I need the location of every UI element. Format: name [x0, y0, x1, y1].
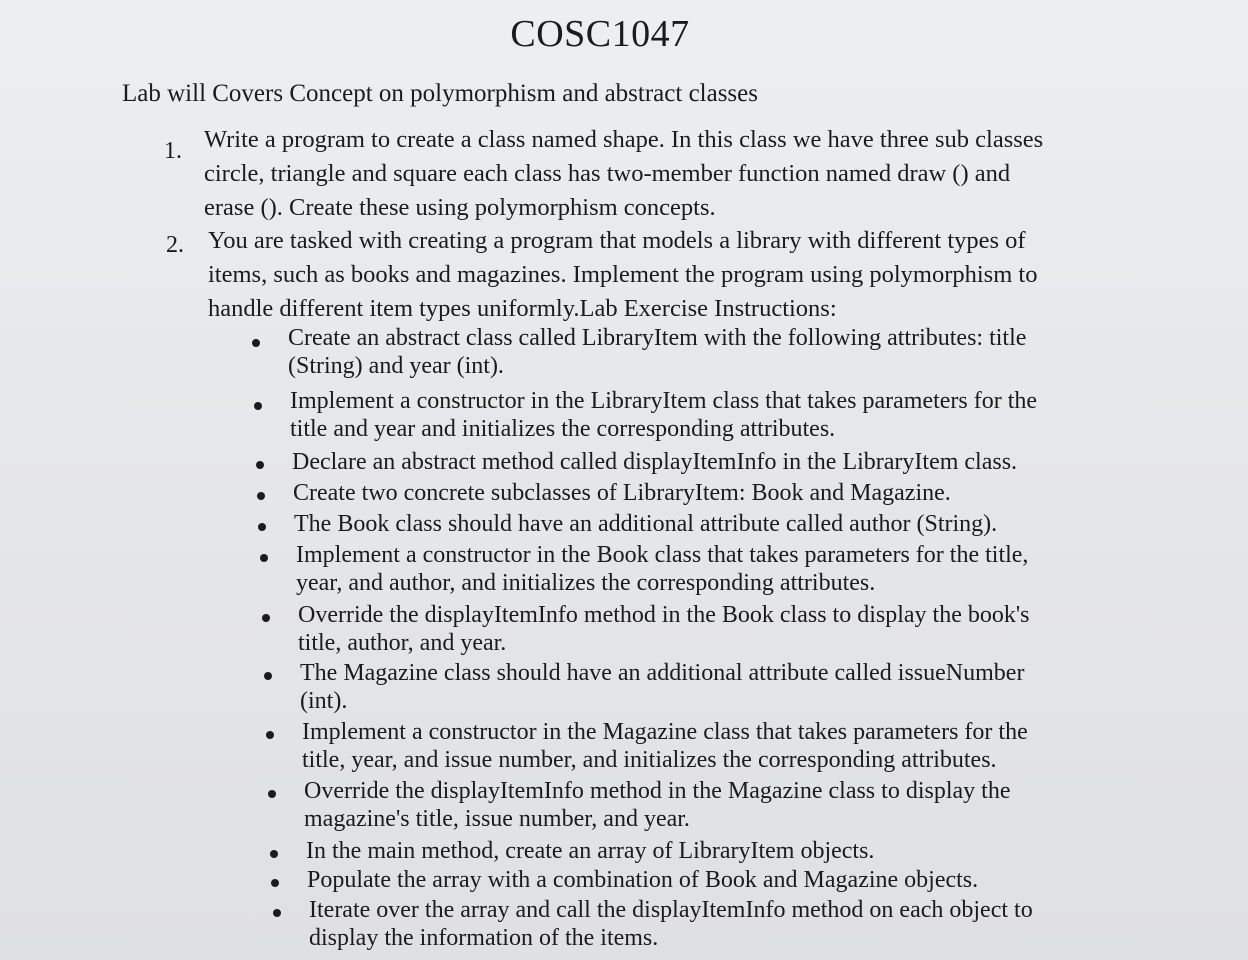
bullet-item	[258, 510, 997, 538]
bullet-dot	[262, 614, 270, 622]
bullet-item	[268, 777, 1010, 833]
bullet-line: Create an abstract class called LibraryItem with the following attributes: title	[288, 325, 1027, 351]
item-line: erase (). Create these using polymorphism concepts.	[204, 194, 716, 221]
bullet-line: Create two concrete subclasses of LibraryItem: Book and Magazine.	[293, 480, 951, 506]
bullet-line: Override the displayItemInfo method in the Book class to display the book's	[298, 602, 1030, 628]
bullet-dot	[264, 672, 272, 680]
bullet-item	[260, 541, 1028, 597]
item-line: handle different item types uniformly.Lab Exercise Instructions:	[208, 295, 837, 322]
bullet-dot	[268, 790, 276, 798]
bullet-line: Implement a constructor in the LibraryItem class that takes parameters for the	[290, 388, 1038, 414]
bullet-line: title, year, and issue number, and initializes the corresponding attributes.	[302, 747, 997, 773]
bullet-line: magazine's title, issue number, and year.	[304, 806, 690, 832]
bullet-item	[254, 387, 1037, 443]
bullet-line: In the main method, create an array of LibraryItem objects.	[306, 838, 875, 864]
bullet-item	[252, 324, 1026, 380]
bullet-item	[257, 479, 951, 507]
bullet-dot	[266, 731, 274, 739]
bullet-line: Iterate over the array and call the displayItemInfo method on each object to	[309, 897, 1033, 923]
item-number: 1.	[164, 138, 182, 164]
bullet-line: title and year and initializes the corresponding attributes.	[290, 416, 836, 442]
bullet-line: display the information of the items.	[309, 925, 659, 951]
numbered-item-1	[204, 123, 1124, 225]
bullet-line: (String) and year (int).	[288, 353, 504, 379]
bullet-item	[266, 718, 1028, 774]
numbered-item-2	[208, 224, 1128, 326]
bullet-dot	[258, 523, 266, 531]
bullet-dot	[273, 909, 281, 917]
bullet-item	[271, 866, 978, 894]
item-number: 2.	[166, 232, 184, 258]
bullet-dot	[254, 402, 262, 410]
bullet-line: The Book class should have an additional attribute called author (String).	[294, 511, 998, 537]
bullet-item	[264, 659, 1024, 715]
item-line: items, such as books and magazines. Implement the program using polymorphism to	[208, 261, 1038, 288]
bullet-dot	[252, 339, 260, 347]
bullet-dot	[270, 850, 278, 858]
bullet-item	[256, 448, 1017, 476]
bullet-dot	[260, 554, 268, 562]
bullet-dot	[271, 879, 279, 887]
bullet-item	[270, 837, 874, 865]
bullet-line: year, and author, and initializes the corresponding attributes.	[296, 570, 876, 596]
intro-text: Lab will Covers Concept on polymorphism and abstract classes	[122, 80, 758, 107]
bullet-line: Declare an abstract method called displayItemInfo in the LibraryItem class.	[292, 449, 1018, 475]
bullet-dot	[257, 492, 265, 500]
bullet-line: Implement a constructor in the Magazine class that takes parameters for the	[302, 719, 1028, 745]
bullet-item	[262, 601, 1030, 657]
bullet-item	[273, 896, 1033, 952]
item-line: Write a program to create a class named shape. In this class we have three sub classes	[204, 126, 1044, 153]
bullet-line: Override the displayItemInfo method in the Magazine class to display the	[304, 778, 1011, 804]
bullet-line: Implement a constructor in the Book class that takes parameters for the title,	[296, 542, 1029, 568]
page-title: COSC1047	[510, 13, 690, 55]
bullet-line: (int).	[300, 688, 348, 714]
bullet-line: The Magazine class should have an additional attribute called issueNumber	[300, 660, 1025, 686]
item-line: You are tasked with creating a program that models a library with different types of	[208, 227, 1026, 254]
bullet-line: Populate the array with a combination of Book and Magazine objects.	[307, 867, 979, 893]
bullet-line: title, author, and year.	[298, 630, 507, 656]
item-line: circle, triangle and square each class has two-member function named draw () and	[204, 160, 1011, 187]
bullet-dot	[256, 461, 264, 469]
